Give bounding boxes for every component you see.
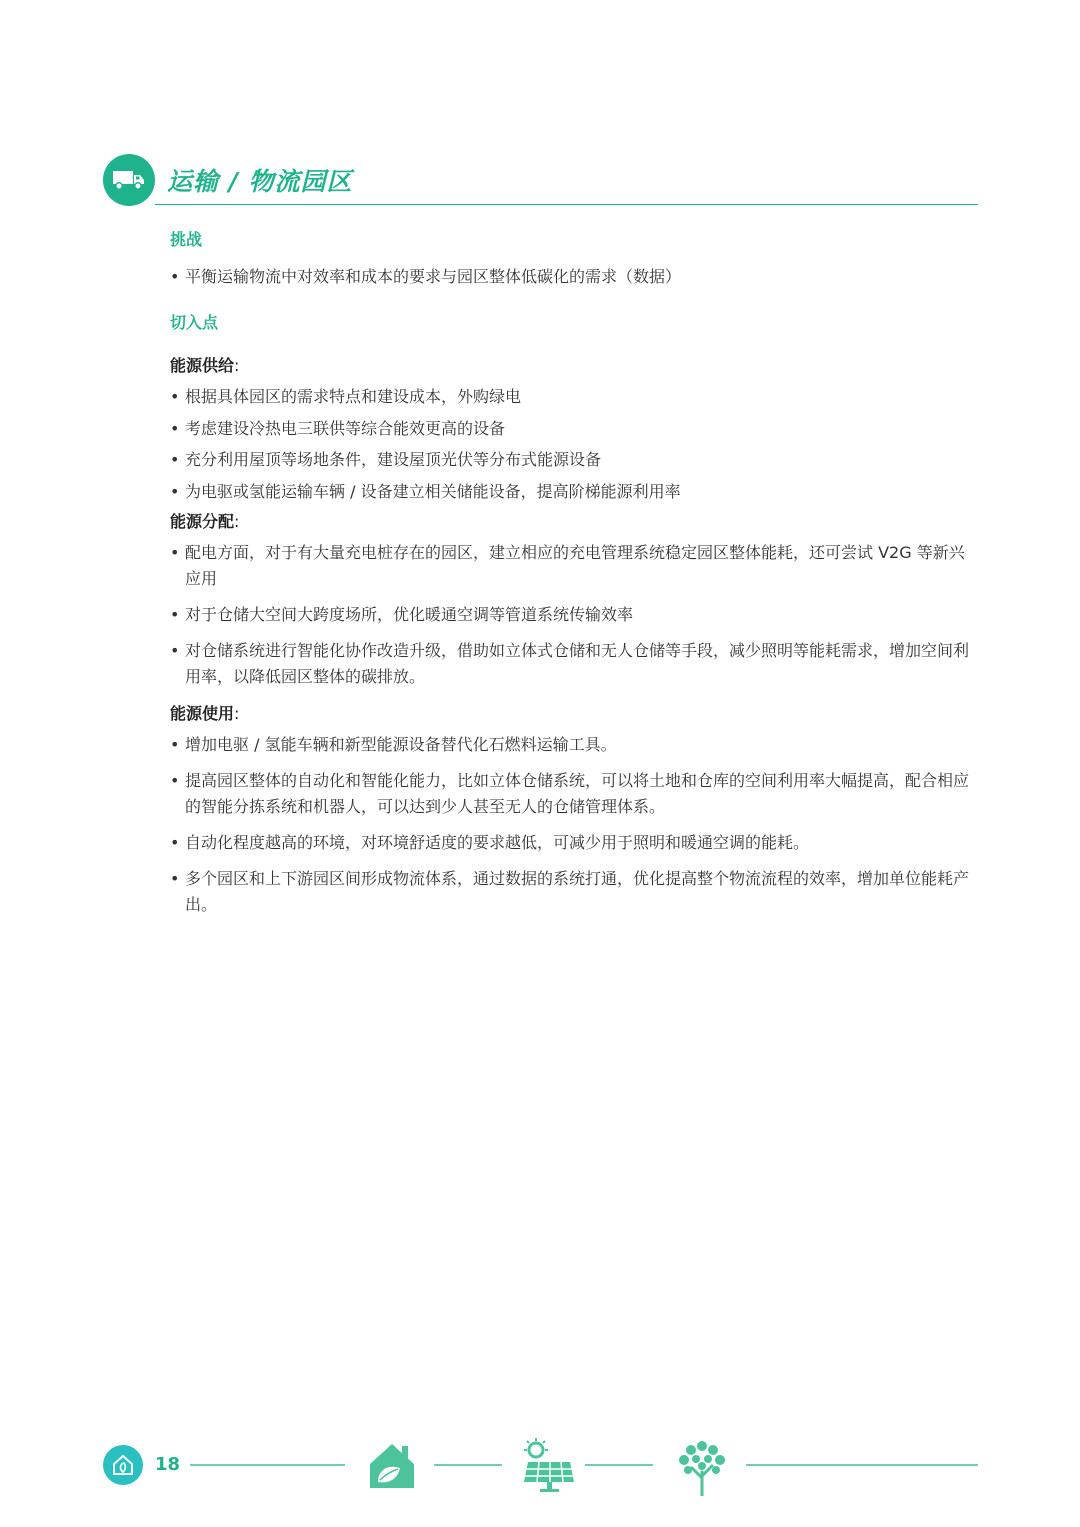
list-item: • 根据具体园区的需求特点和建设成本，外购绿电 xyxy=(170,384,980,410)
page-footer xyxy=(0,1430,1080,1500)
footer-line xyxy=(585,1464,653,1466)
list-item: • 多个园区和上下游园区间形成物流体系，通过数据的系统打通，优化提高整个物流流程的效率，增加单位能耗产出。 xyxy=(170,866,980,918)
footer-line xyxy=(746,1464,978,1466)
list-item: • 对于仓储大空间大跨度场所，优化暖通空调等管道系统传输效率 xyxy=(170,602,980,628)
home-leaf-icon xyxy=(103,1445,143,1485)
page-number: 18 xyxy=(155,1454,181,1475)
usage-title: 能源使用 xyxy=(170,704,235,723)
list-item: • 配电方面，对于有大量充电桩存在的园区，建立相应的充电管理系统稳定园区整体能耗，还可尝试 V2G 等新兴应用 xyxy=(170,540,980,592)
main-content xyxy=(170,228,980,928)
truck-icon xyxy=(103,154,155,206)
footer-line xyxy=(190,1464,345,1466)
usage-heading xyxy=(170,702,980,726)
entry-points-heading: 切入点 xyxy=(170,313,219,332)
supply-heading xyxy=(170,354,980,378)
tree-icon xyxy=(676,1438,728,1500)
distribution-heading xyxy=(170,510,980,534)
list-item: • 充分利用屋顶等场地条件，建设屋顶光伏等分布式能源设备 xyxy=(170,447,980,473)
header-divider xyxy=(155,204,978,205)
list-item: • 为电驱或氢能运输车辆 / 设备建立相关储能设备，提高阶梯能源利用率 xyxy=(170,479,980,505)
challenge-heading: 挑战 xyxy=(170,230,203,249)
footer-line xyxy=(434,1464,502,1466)
list-item: • 对仓储系统进行智能化协作改造升级，借助如立体式仓储和无人仓储等手段，减少照明等能耗需求，增加空间利用率，以降低园区整体的碳排放。 xyxy=(170,638,980,690)
green-house-icon xyxy=(366,1438,418,1496)
solar-panel-icon xyxy=(520,1438,576,1498)
list-item: • 自动化程度越高的环境，对环境舒适度的要求越低，可减少用于照明和暖通空调的能耗。 xyxy=(170,830,980,856)
supply-list xyxy=(170,384,980,505)
distribution-colon: : xyxy=(234,512,240,531)
distribution-list xyxy=(170,540,980,690)
page-title: 运输 / 物流园区 xyxy=(167,167,353,196)
list-item: • 提高园区整体的自动化和智能化能力，比如立体仓储系统，可以将土地和仓库的空间利用率大幅提高，配合相应的智能分拣系统和机器人，可以达到少人甚至无人的仓储管理体系。 xyxy=(170,768,980,820)
section-header xyxy=(103,154,978,206)
list-item: • 考虑建设冷热电三联供等综合能效更高的设备 xyxy=(170,416,980,442)
supply-title: 能源供给 xyxy=(170,356,235,375)
supply-colon: : xyxy=(234,356,240,375)
list-item: • 平衡运输物流中对效率和成本的要求与园区整体低碳化的需求（数据） xyxy=(170,264,980,290)
challenge-list xyxy=(170,264,980,290)
usage-list xyxy=(170,732,980,918)
list-item: • 增加电驱 / 氢能车辆和新型能源设备替代化石燃料运输工具。 xyxy=(170,732,980,758)
usage-colon: : xyxy=(234,704,240,723)
distribution-title: 能源分配 xyxy=(170,512,235,531)
